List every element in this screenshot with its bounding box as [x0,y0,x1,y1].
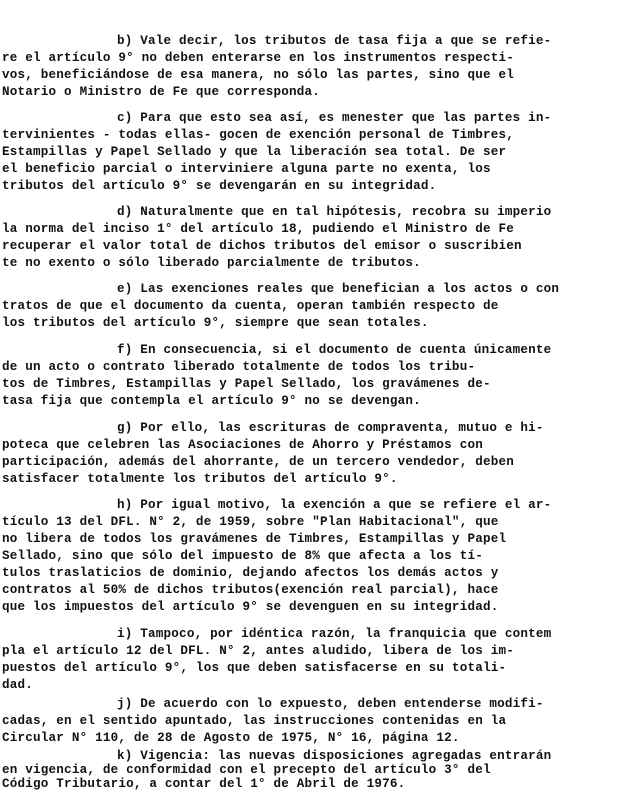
paragraph-line: h) Por igual motivo, la exención a que se refiere el ar- [117,498,552,512]
paragraph-line: tos de Timbres, Estampillas y Papel Sellado, los gravámenes de- [2,377,491,391]
paragraph-line: j) De acuerdo con lo expuesto, deben entenderse modifi- [117,697,544,711]
paragraph-line: recuperar el valor total de dichos tributos del emisor o suscribien [2,239,522,253]
paragraph-line: b) Vale decir, los tributos de tasa fija a que se refie- [117,34,552,48]
paragraph-line: la norma del inciso 1° del artículo 18, pudiendo el Ministro de Fe [2,222,514,236]
paragraph-line: los tributos del artículo 9°, siempre que sean totales. [2,316,429,330]
paragraph-line: re el artículo 9° no deben enterarse en los instrumentos respecti- [2,51,514,65]
paragraph-line: poteca que celebren las Asociaciones de Ahorro y Préstamos con [2,438,483,452]
paragraph-line: d) Naturalmente que en tal hipótesis, recobra su imperio [117,205,552,219]
paragraph-line: Circular N° 110, de 28 de Agosto de 1975, N° 16, página 12. [2,731,460,745]
paragraph-line: que los impuestos del artículo 9° se devenguen en su integridad. [2,600,499,614]
paragraph-line: vos, beneficiándose de esa manera, no sólo las partes, sino que el [2,68,514,82]
paragraph-line: c) Para que esto sea así, es menester que las partes in- [117,111,552,125]
paragraph-line: pla el artículo 12 del DFL. N° 2, antes aludido, libera de los im- [2,644,514,658]
paragraph-line: cadas, en el sentido apuntado, las instrucciones contenidas en la [2,714,507,728]
paragraph-line: satisfacer totalmente los tributos del artículo 9°. [2,472,398,486]
paragraph-line: en vigencia, de conformidad con el precepto del artículo 3° del [2,763,491,777]
paragraph-line: Código Tributario, a contar del 1° de Abril de 1976. [2,777,406,791]
paragraph-line: g) Por ello, las escrituras de compraventa, mutuo e hi- [117,421,544,435]
paragraph-line: puestos del artículo 9°, los que deben satisfacerse en su totali- [2,661,507,675]
paragraph-line: te no exento o sólo liberado parcialmente de tributos. [2,256,421,270]
paragraph-line: participación, además del ahorrante, de un tercero vendedor, deben [2,455,514,469]
paragraph-line: Notario o Ministro de Fe que corresponda. [2,85,321,99]
paragraph-line: e) Las exenciones reales que benefician a los actos o con [117,282,560,296]
paragraph-line: tulos traslaticios de dominio, dejando afectos los demás actos y [2,566,499,580]
paragraph-line: i) Tampoco, por idéntica razón, la franquicia que contem [117,627,552,641]
paragraph-line: Estampillas y Papel Sellado y que la liberación sea total. De ser [2,145,507,159]
paragraph-line: el beneficio parcial o interviniere alguna parte no exenta, los [2,162,491,176]
paragraph-line: de un acto o contrato liberado totalmente de todos los tribu- [2,360,476,374]
paragraph-line: k) Vigencia: las nuevas disposiciones agregadas entrarán [117,749,552,763]
paragraph-line: tículo 13 del DFL. N° 2, de 1959, sobre "Plan Habitacional", que [2,515,499,529]
paragraph-line: contratos al 50% de dichos tributos(exención real parcial), hace [2,583,499,597]
paragraph-line: f) En consecuencia, si el documento de cuenta únicamente [117,343,552,357]
paragraph-line: Sellado, sino que sólo del impuesto de 8% que afecta a los tí- [2,549,483,563]
paragraph-line: dad. [2,678,34,692]
paragraph-line: tervinientes - todas ellas- gocen de exención personal de Timbres, [2,128,514,142]
paragraph-line: tratos de que el documento da cuenta, operan también respecto de [2,299,499,313]
paragraph-line: no libera de todos los gravámenes de Timbres, Estampillas y Papel [2,532,507,546]
paragraph-line: tasa fija que contempla el artículo 9° no se devengan. [2,394,421,408]
paragraph-line: tributos del artículo 9° se devengarán en su integridad. [2,179,437,193]
